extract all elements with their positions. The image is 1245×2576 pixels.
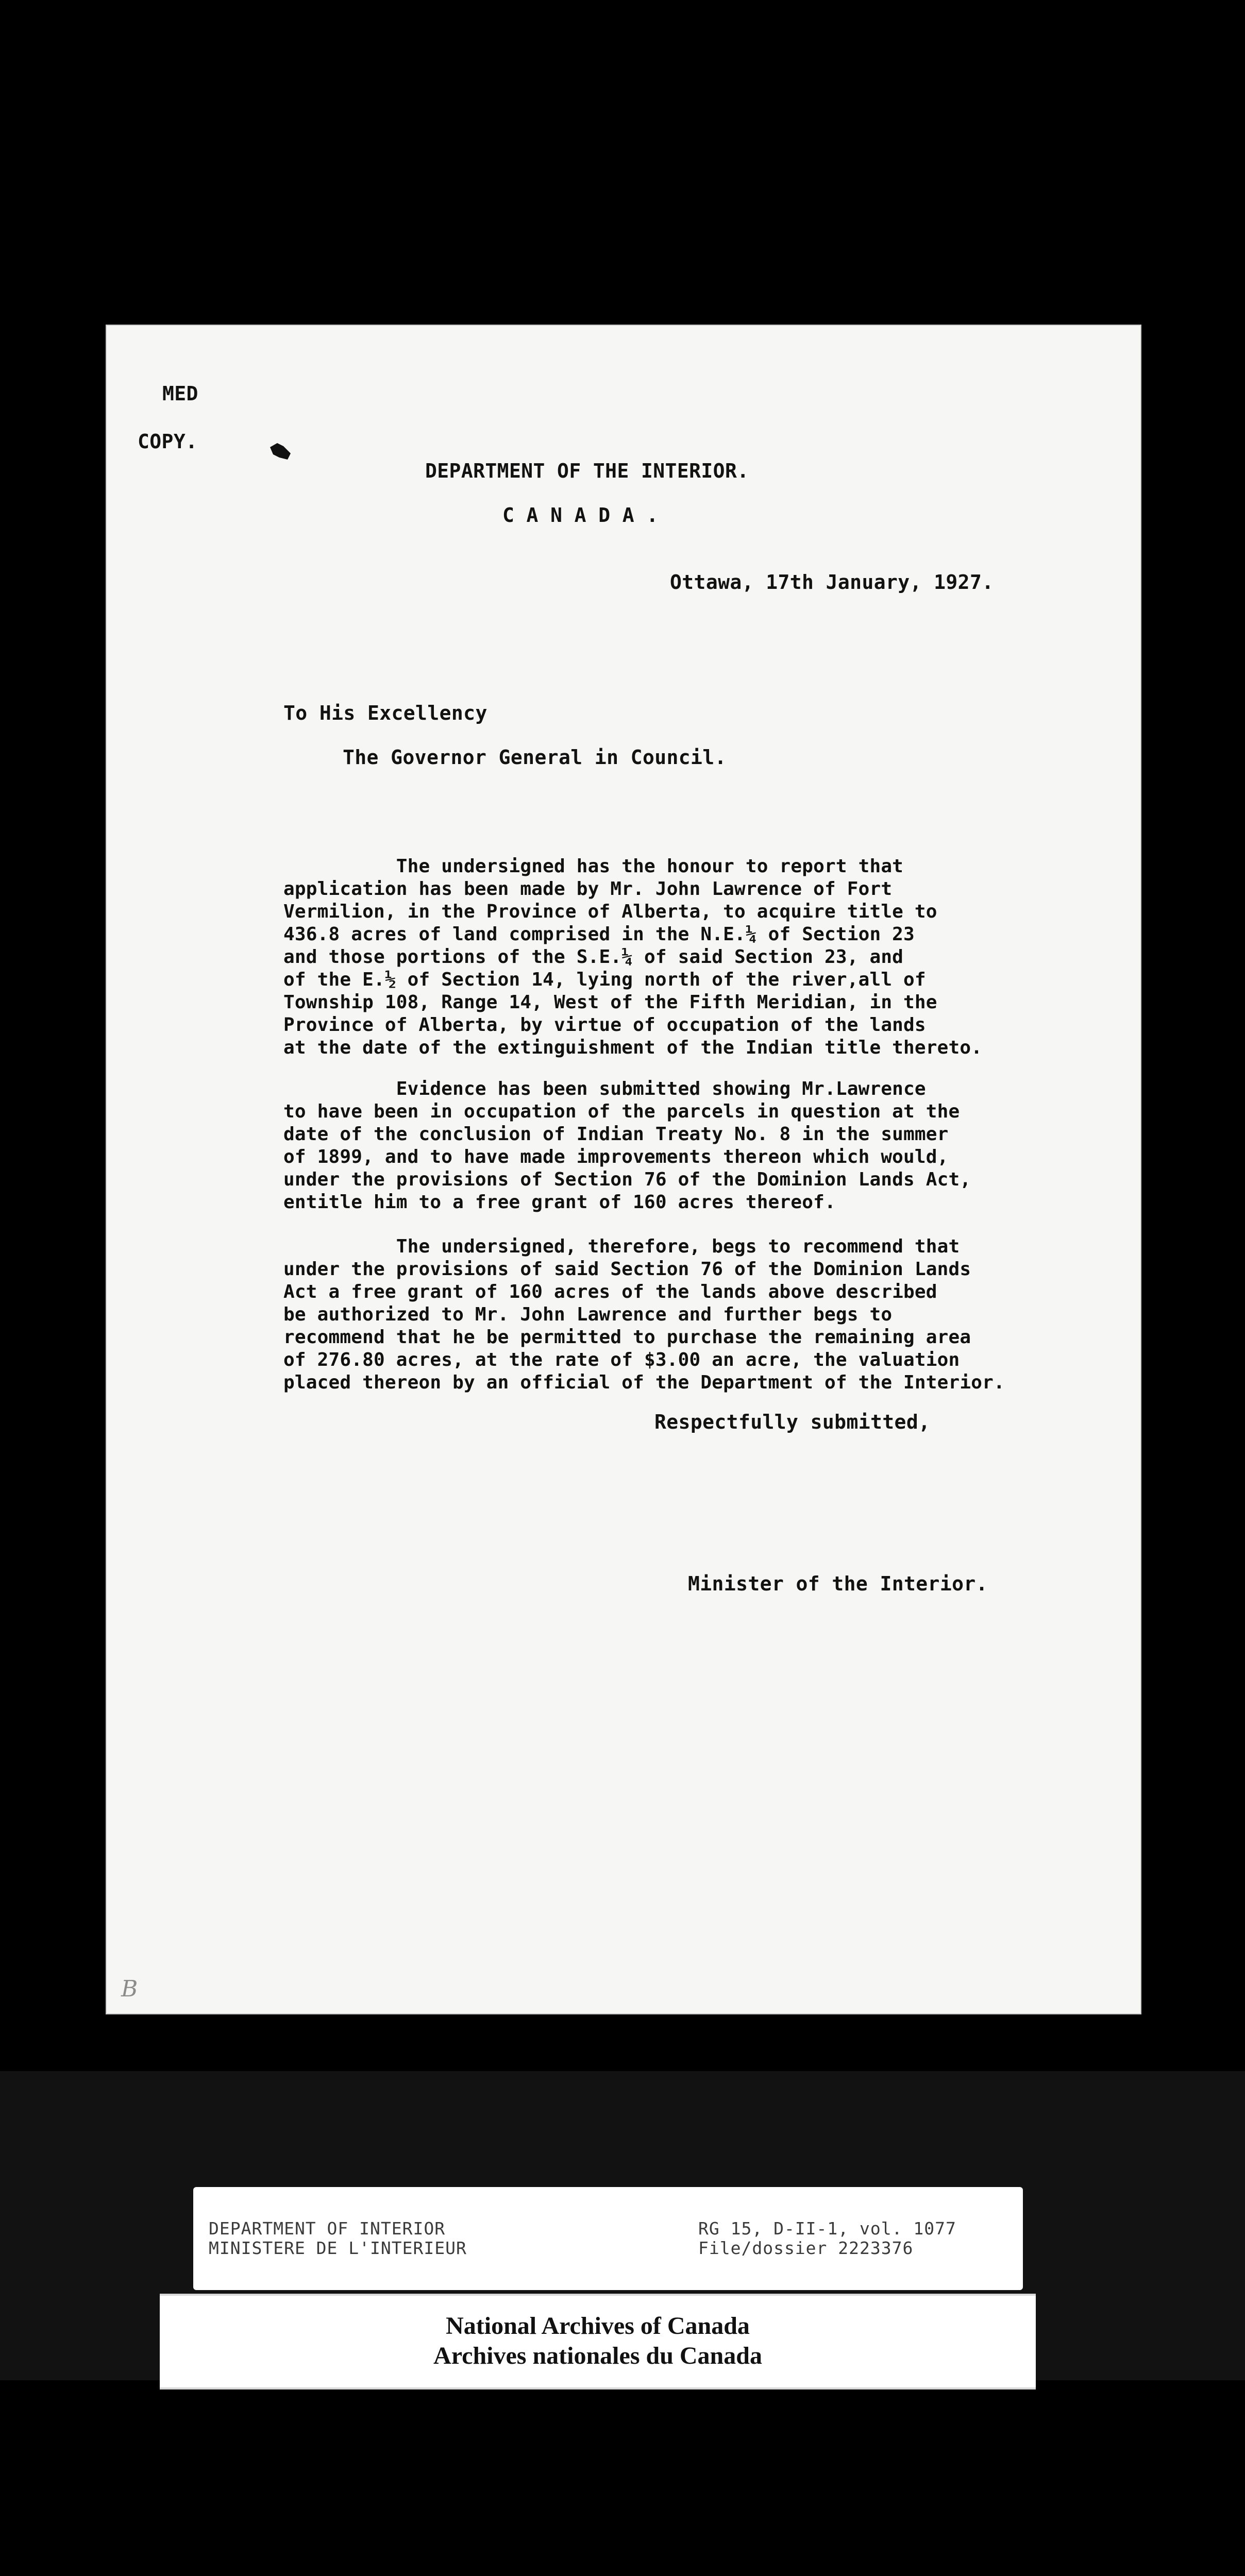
- copy-mark: COPY.: [138, 430, 198, 453]
- salutation-line-2: The Governor General in Council.: [343, 746, 727, 769]
- paragraph-line: of 276.80 acres, at the rate of $3.00 an acre, the valuation: [283, 1349, 960, 1370]
- paragraph-line: placed thereon by an official of the Department of the Interior.: [283, 1372, 1005, 1393]
- paragraph-line: 436.8 acres of land comprised in the N.E.¼ of Section 23: [283, 924, 915, 945]
- paragraph-line: Vermilion, in the Province of Alberta, to acquire title to: [283, 901, 937, 922]
- archive-name-fr: Archives nationales du Canada: [433, 2342, 762, 2369]
- closing: Respectfully submitted,: [654, 1411, 931, 1433]
- salutation-line-1: To His Excellency: [283, 702, 487, 724]
- paragraph-line: application has been made by Mr. John Lawrence of Fort: [283, 878, 893, 900]
- paragraph-3: [283, 1235, 1211, 1394]
- paragraph-line: Township 108, Range 14, West of the Fifth Meridian, in the: [283, 992, 937, 1013]
- paragraph-line: under the provisions of said Section 76 of the Dominion Lands: [283, 1259, 971, 1280]
- archive-name-en: National Archives of Canada: [446, 2312, 750, 2340]
- file-number: File/dossier 2223376: [698, 2238, 914, 2258]
- margin-mark: B: [121, 1976, 138, 2002]
- file-reference: RG 15, D-II-1, vol. 1077: [698, 2218, 956, 2239]
- ink-blot-icon: [268, 442, 292, 462]
- paragraph-line: The undersigned, therefore, begs to recommend that: [283, 1236, 960, 1257]
- paragraph-line: at the date of the extinguishment of the Indian title thereto.: [283, 1037, 983, 1058]
- letterhead-department: DEPARTMENT OF THE INTERIOR.: [425, 460, 749, 482]
- paragraph-line: and those portions of the S.E.¼ of said Section 23, and: [283, 946, 904, 968]
- file-dept-fr: MINISTERE DE L'INTERIEUR: [209, 2238, 467, 2258]
- document-page: [106, 325, 1141, 2014]
- archive-label: [160, 2294, 1036, 2389]
- dateline: Ottawa, 17th January, 1927.: [670, 571, 994, 594]
- letterhead-country: C A N A D A .: [502, 504, 659, 527]
- file-reference-label: [193, 2187, 1023, 2290]
- med-mark: MED: [162, 382, 198, 405]
- paragraph-line: Act a free grant of 160 acres of the lands above described: [283, 1281, 937, 1302]
- paragraph-line: of the E.½ of Section 14, lying north of the river,all of: [283, 969, 926, 990]
- paragraph-line: Province of Alberta, by virtue of occupation of the lands: [283, 1014, 926, 1036]
- signature-title: Minister of the Interior.: [688, 1572, 988, 1595]
- paragraph-line: date of the conclusion of Indian Treaty No. 8 in the summer: [283, 1124, 949, 1145]
- paragraph-line: entitle him to a free grant of 160 acres thereof.: [283, 1192, 836, 1213]
- paragraph-line: be authorized to Mr. John Lawrence and further begs to: [283, 1304, 893, 1325]
- file-dept-en: DEPARTMENT OF INTERIOR: [209, 2218, 446, 2239]
- paragraph-line: The undersigned has the honour to report that: [283, 856, 904, 877]
- paragraph-line: recommend that he be permitted to purchase the remaining area: [283, 1327, 971, 1348]
- paragraph-line: Evidence has been submitted showing Mr.Lawrence: [283, 1078, 926, 1099]
- paragraph-1: [283, 855, 1211, 1059]
- paragraph-line: under the provisions of Section 76 of the Dominion Lands Act,: [283, 1169, 971, 1190]
- paragraph-line: of 1899, and to have made improvements thereon which would,: [283, 1146, 949, 1167]
- paragraph-2: [283, 1078, 1211, 1214]
- paragraph-line: to have been in occupation of the parcels in question at the: [283, 1101, 960, 1122]
